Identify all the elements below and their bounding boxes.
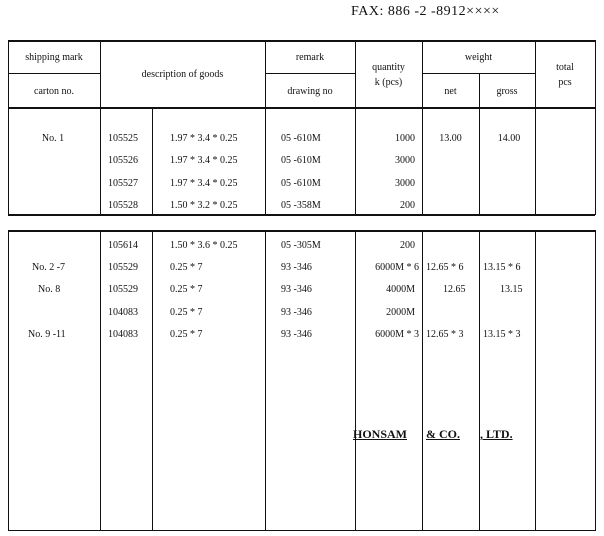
drawing-number: 93 -346: [281, 284, 312, 295]
gross-weight: 13.15: [500, 284, 523, 295]
item-code: 105526: [108, 155, 138, 166]
drawing-number: 93 -346: [281, 329, 312, 340]
header-remark: remark: [295, 52, 325, 63]
header-total: total: [556, 62, 574, 73]
header-weight: weight: [464, 52, 493, 63]
gross-weight: 14.00: [497, 133, 521, 144]
quantity: 3000: [395, 178, 415, 189]
item-code: 104083: [108, 307, 138, 318]
carton-number: No. 1: [41, 133, 65, 144]
item-description: 1.97 * 3.4 * 0.25: [170, 178, 238, 189]
drawing-number: 05 -305M: [281, 240, 321, 251]
item-code: 105529: [108, 262, 138, 273]
quantity: 200: [400, 200, 415, 211]
carton-number: No. 9 -11: [28, 329, 66, 340]
drawing-number: 93 -346: [281, 262, 312, 273]
quantity: 200: [400, 240, 415, 251]
net-weight: 12.65 * 6: [426, 262, 464, 273]
item-description: 0.25 * 7: [170, 307, 203, 318]
net-weight: 12.65: [443, 284, 466, 295]
drawing-number: 05 -610M: [281, 155, 321, 166]
drawing-number: 93 -346: [281, 307, 312, 318]
item-code: 105529: [108, 284, 138, 295]
quantity: 3000: [395, 155, 415, 166]
item-code: 105527: [108, 178, 138, 189]
header-drawing-no: drawing no: [287, 86, 333, 97]
quantity: 6000M * 6: [375, 262, 419, 273]
item-description: 1.97 * 3.4 * 0.25: [170, 155, 238, 166]
carton-number: No. 2 -7: [32, 262, 66, 273]
net-weight: 13.00: [439, 133, 462, 144]
quantity: 2000M: [386, 307, 415, 318]
fax-number: FAX: 886 -2 -8912××××: [351, 4, 500, 19]
header-total-unit: pcs: [558, 77, 572, 88]
header-gross: gross: [496, 86, 518, 97]
net-weight: 12.65 * 3: [426, 329, 464, 340]
header-carton-no: carton no.: [34, 86, 74, 97]
gross-weight: 13.15 * 3: [483, 329, 521, 340]
item-code: 105528: [108, 200, 138, 211]
drawing-number: 05 -610M: [281, 178, 321, 189]
item-description: 1.50 * 3.2 * 0.25: [170, 200, 238, 211]
header-shipping-mark: shipping mark: [25, 52, 83, 63]
header-description: description of goods: [141, 69, 224, 80]
item-description: 0.25 * 7: [170, 284, 203, 295]
header-quantity-unit: k (pcs): [374, 77, 403, 88]
company-name-part-2: & CO.: [426, 427, 460, 441]
item-description: 1.97 * 3.4 * 0.25: [170, 133, 238, 144]
header-quantity: quantity: [372, 62, 405, 73]
company-name-part-3: , LTD.: [480, 427, 513, 441]
quantity: 1000: [395, 133, 415, 144]
item-description: 0.25 * 7: [170, 262, 203, 273]
item-code: 104083: [108, 329, 138, 340]
item-code: 105525: [108, 133, 138, 144]
item-description: 1.50 * 3.6 * 0.25: [170, 240, 238, 251]
company-name-part-1: HONSAM: [353, 427, 407, 441]
item-code: 105614: [108, 240, 138, 251]
gross-weight: 13.15 * 6: [483, 262, 521, 273]
drawing-number: 05 -610M: [281, 133, 321, 144]
header-net: net: [444, 86, 457, 97]
quantity: 4000M: [386, 284, 415, 295]
quantity: 6000M * 3: [375, 329, 419, 340]
item-description: 0.25 * 7: [170, 329, 203, 340]
drawing-number: 05 -358M: [281, 200, 321, 211]
carton-number: No. 8: [38, 284, 61, 295]
